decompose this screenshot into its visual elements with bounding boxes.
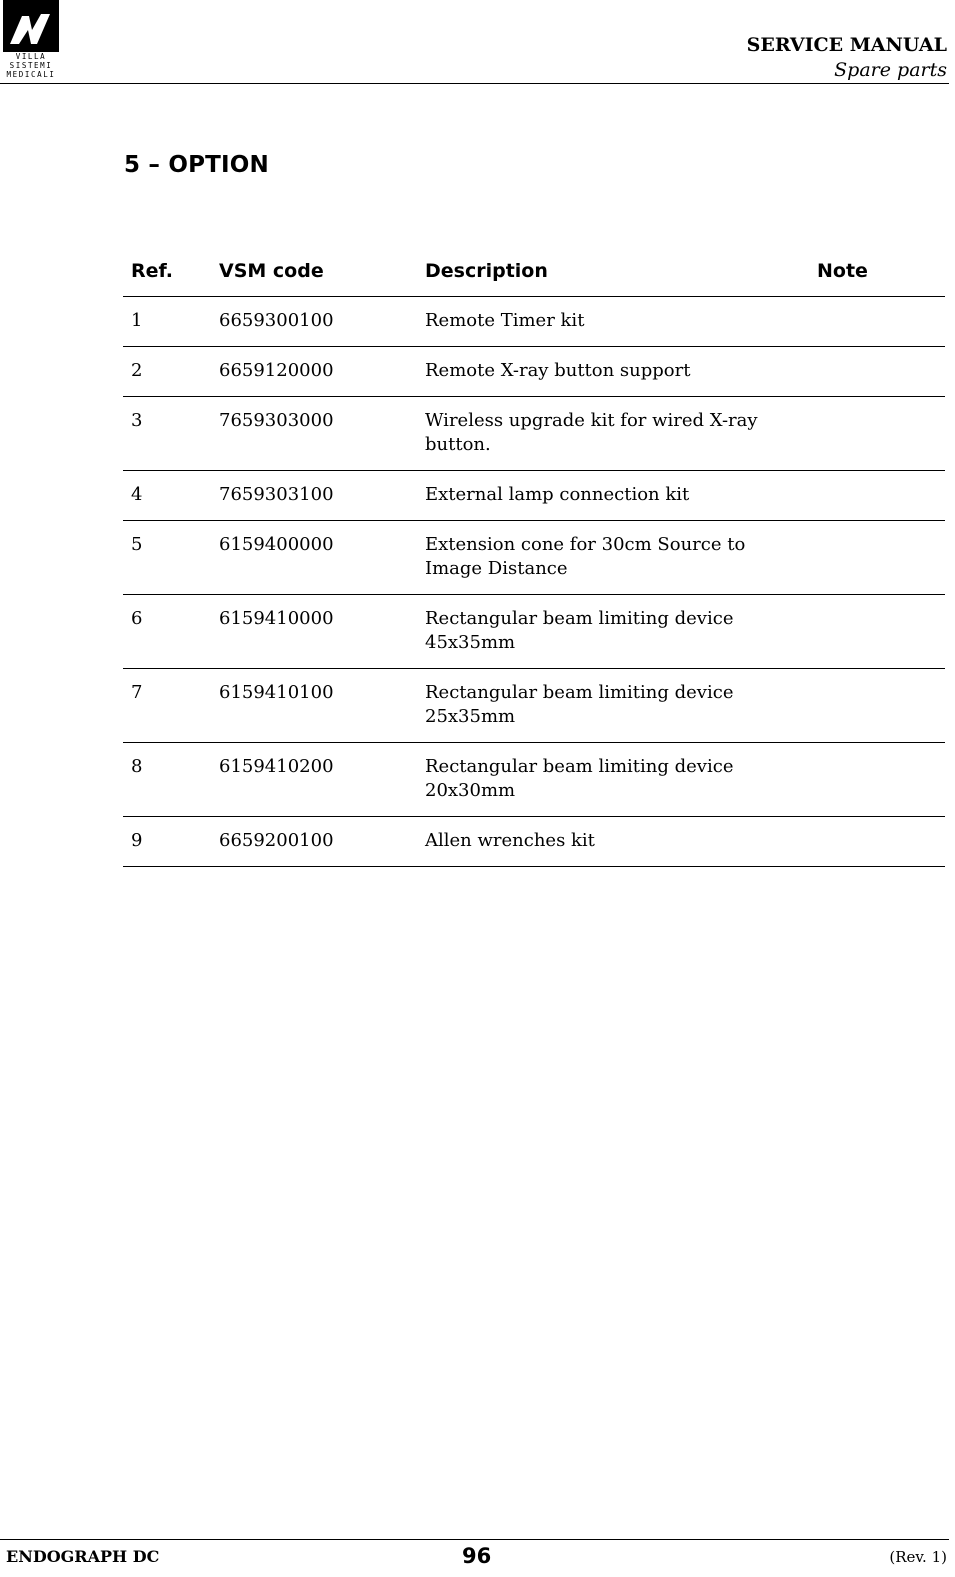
cell-description: Remote Timer kit: [425, 297, 817, 347]
cell-code: 7659303100: [219, 471, 425, 521]
cell-code: 6159400000: [219, 521, 425, 595]
cell-ref: 1: [123, 297, 219, 347]
cell-note: [817, 347, 945, 397]
table-row: [123, 471, 945, 521]
cell-ref: 2: [123, 347, 219, 397]
table-row: [123, 595, 945, 669]
header-divider: [0, 83, 949, 84]
cell-description: Allen wrenches kit: [425, 817, 817, 867]
table-row: [123, 347, 945, 397]
table-row: [123, 297, 945, 347]
cell-description: Rectangular beam limiting device 45x35mm: [425, 595, 817, 669]
cell-code: 6659120000: [219, 347, 425, 397]
footer-revision: (Rev. 1): [889, 1548, 947, 1566]
cell-ref: 7: [123, 669, 219, 743]
logo-text-medicali: MEDICALI: [6, 70, 56, 79]
cell-code: 6659200100: [219, 817, 425, 867]
page-number: 96: [462, 1544, 492, 1568]
cell-code: 6659300100: [219, 297, 425, 347]
cell-ref: 6: [123, 595, 219, 669]
table-row: [123, 397, 945, 471]
footer-product: ENDOGRAPH DC: [6, 1547, 160, 1566]
cell-ref: 3: [123, 397, 219, 471]
col-ref-header: Ref.: [123, 250, 219, 297]
cell-code: 6159410200: [219, 743, 425, 817]
header-right: [747, 32, 947, 82]
cell-note: [817, 817, 945, 867]
villa-logo: [3, 0, 59, 82]
cell-description: Extension cone for 30cm Source to Image Distance: [425, 521, 817, 595]
col-code-header: VSM code: [219, 250, 425, 297]
cell-note: [817, 297, 945, 347]
cell-note: [817, 521, 945, 595]
table-row: [123, 669, 945, 743]
cell-description: External lamp connection kit: [425, 471, 817, 521]
cell-code: 7659303000: [219, 397, 425, 471]
villa-logo-icon: [3, 0, 59, 52]
cell-note: [817, 471, 945, 521]
cell-note: [817, 595, 945, 669]
cell-ref: 8: [123, 743, 219, 817]
table-row: [123, 521, 945, 595]
cell-description: Remote X-ray button support: [425, 347, 817, 397]
logo-text-villa: VILLA: [15, 52, 47, 61]
header-title: SERVICE MANUAL: [746, 34, 947, 56]
header-subtitle: Spare parts: [834, 59, 947, 81]
cell-note: [817, 743, 945, 817]
table-header-row: [123, 250, 945, 297]
table-row: [123, 817, 945, 867]
cell-description: Wireless upgrade kit for wired X-ray button.: [425, 397, 817, 471]
cell-ref: 4: [123, 471, 219, 521]
cell-code: 6159410000: [219, 595, 425, 669]
section-title: 5 – OPTION: [124, 152, 269, 178]
spare-parts-table: [123, 250, 945, 867]
cell-note: [817, 397, 945, 471]
logo-text-sistemi: SISTEMI: [9, 61, 53, 70]
cell-description: Rectangular beam limiting device 20x30mm: [425, 743, 817, 817]
col-description-header: Description: [425, 250, 817, 297]
table-row: [123, 743, 945, 817]
cell-note: [817, 669, 945, 743]
col-note-header: Note: [817, 250, 945, 297]
cell-ref: 5: [123, 521, 219, 595]
cell-code: 6159410100: [219, 669, 425, 743]
footer-divider: [0, 1539, 949, 1540]
cell-ref: 9: [123, 817, 219, 867]
cell-description: Rectangular beam limiting device 25x35mm: [425, 669, 817, 743]
